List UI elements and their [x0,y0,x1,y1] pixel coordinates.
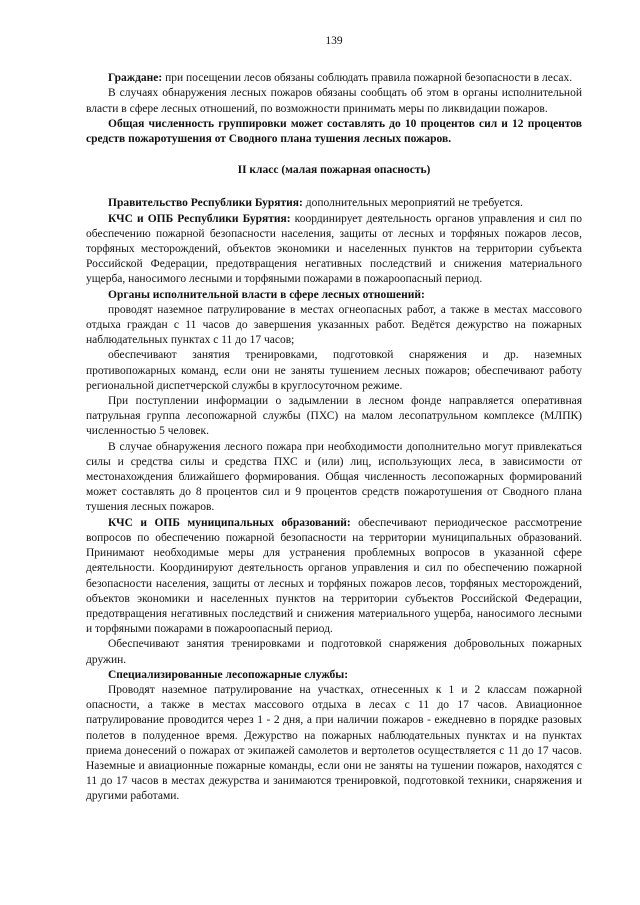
paragraph-citizens-report [86,86,582,116]
paragraph-special-services-heading [86,668,582,683]
paragraph-forest-authorities-heading [86,288,582,303]
paragraph-kchs-republic [86,212,582,288]
paragraph-lead: Специализированные лесопожарные службы: [108,668,349,681]
paragraph-text: обеспечивают периодическое рассмотрение вопросов по обеспечению пожарной безопасности на территории муниципальных образований. Принимают необходимые меры для устранения проблемных вопросов в указанной сфере деятельности. Координируют деятельность органов управления и сил по обеспечению пожарной безопасности населения, защиты от лесных и торфяных пожаров лесов, торфяных месторождений, объектов экономики и населенных пунктов на территории субъектов Российской Федерации, предотвращения негативных последствий и снижения материального ущерба, наносимого лесными и торфяными пожарами в пожароопасный период. [86,516,583,636]
paragraph-lead: Органы исполнительной власти в сфере лесных отношений: [108,288,425,301]
paragraph-text: обеспечивают занятия тренировками, подготовкой снаряжения и др. наземных противопожарных команд, если они не заняты тушением лесных пожаров; обеспечивают работу региональной диспетчерской службы в круглосуточном режиме. [86,349,582,392]
paragraph-group-strength [86,117,582,147]
paragraph-lead: Правительство Республики Бурятия: [108,197,303,210]
paragraph-fire-detection [86,440,582,516]
paragraph-smoke-info [86,394,582,440]
page-number: 139 [325,35,343,47]
paragraph-government [86,196,582,211]
paragraph-citizens [86,71,582,86]
paragraph-text: При поступлении информации о задымлении в лесном фонде направляется оперативная патрульная группа лесопожарной службы (ПХС) на малом лесопатрульном комплексе (МЛПК) численностью 5 человек. [86,395,582,438]
paragraph-special-services [86,683,582,805]
paragraph-text: Обеспечивают занятия тренировками и подготовкой снаряжения добровольных пожарных дружин. [86,638,582,666]
paragraph-text: координирует деятельность органов управления и сил по обеспечению пожарной безопасности населения, защиты от лесных и торфяных пожаров лесов, торфяных месторождений, объектов экономики и населенных пунктов на территории субъекта Российской Федерации, предотвращения негативных последствий и снижения материального ущерба, наносимого лесными и торфяными пожарами в пожароопасный период. [86,212,582,286]
paragraph-patrol [86,303,582,349]
paragraph-text: дополнительных мероприятий не требуется. [302,197,523,210]
paragraph-text: Проводят наземное патрулирование на участках, отнесенных к 1 и 2 классам пожарной опасности, а также в местах массового отдыха в лесах с 11 до 17 часов. Авиационное патрулирование проводится через 1 - 2 дня, а при наличии пожаров - ежедневно в порядке разовых полетов в полуденное время. Дежурство на пожарных наблюдательных пунктах и на пунктах приема донесений о пожарах от экипажей самолетов и вертолетов осуществляется с 11 до 17 часов. Наземные и авиационные пожарные команды, если они не заняты на тушении пожаров, находятся с 11 до 17 часов в местах дежурства и занимаются тренировкой, подготовкой техники, снаряжения и другими работами. [86,683,582,803]
paragraph-lead: Граждане: [108,72,163,85]
class-heading: II класс (малая пожарная опасность) [237,164,431,177]
paragraph-text: В случаях обнаружения лесных пожаров обязаны сообщать об этом в органы исполнительной власти в сфере лесных отношений, по возможности принимать меры по ликвидации пожаров. [86,87,582,115]
paragraph-text: проводят наземное патрулирование в местах огнеопасных работ, а также в местах массового отдыха граждан с 11 часов до завершения указанных работ. Ведётся дежурство на пожарных наблюдательных пунктах с 11 до 17 часов; [86,303,582,347]
paragraph-text: В случае обнаружения лесного пожара при необходимости дополнительно могут привлекаться силы и средства силы и средства ПХС и (или) лиц, использующих леса, в зависимости от местонахождения ближайшего формирования. Общая численность лесопожарных формирований может составлять до 8 процентов сил и 9 процентов средств пожаротушения от Сводного плана тушения лесных пожаров. [86,440,582,514]
paragraph-text: при посещении лесов обязаны соблюдать правила пожарной безопасности в лесах. [162,72,573,85]
paragraph-lead: КЧС и ОПБ муниципальных образований: [108,516,351,529]
paragraph-lead: Общая численность группировки может составлять до 10 процентов сил и 12 процентов средств пожаротушения от Сводного плана тушения лесных пожаров. [86,117,582,146]
paragraph-volunteer-training [86,637,582,667]
paragraph-lead: КЧС и ОПБ Республики Бурятия: [108,212,291,225]
paragraph-training [86,348,582,394]
paragraph-kchs-municipal [86,516,582,638]
